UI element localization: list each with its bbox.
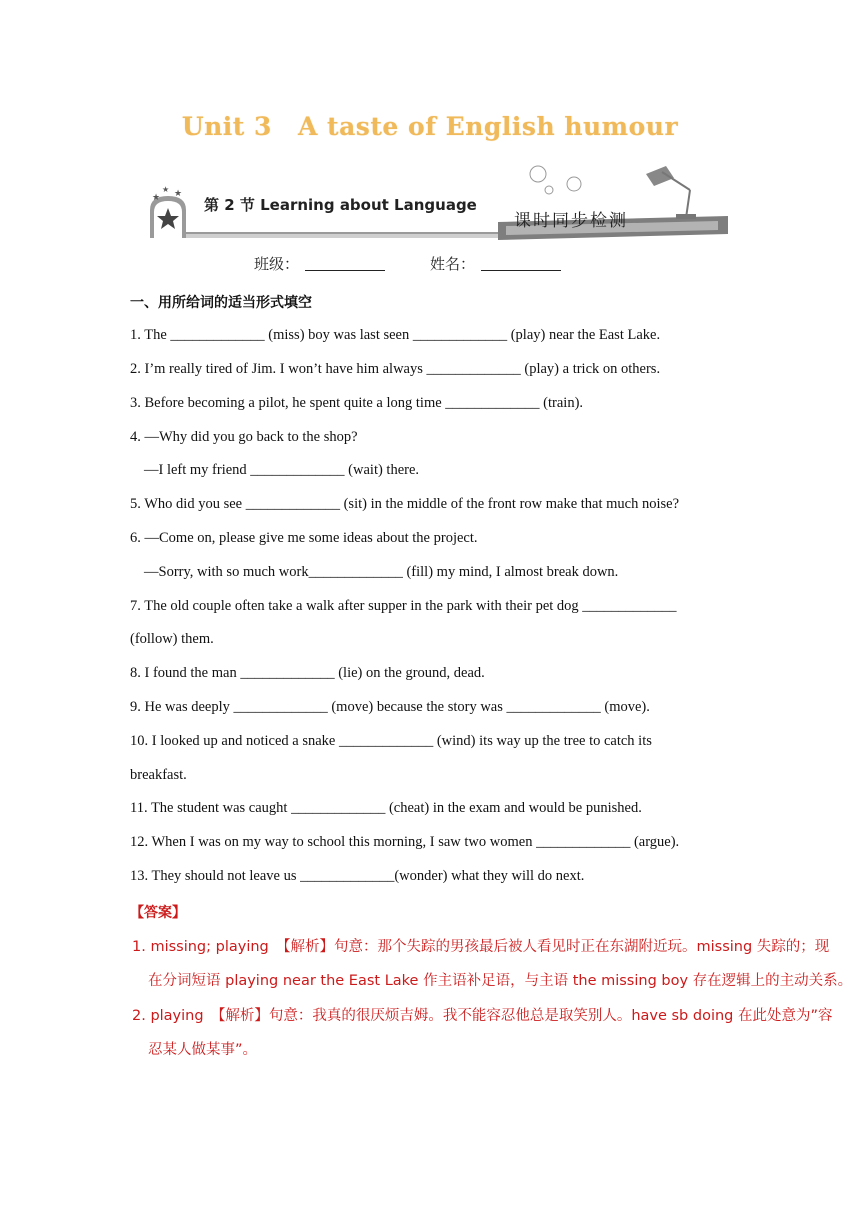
question-line: 7. The old couple often take a walk after supper in the park with their pet dog _____________ bbox=[130, 598, 677, 614]
class-blank bbox=[305, 256, 385, 271]
question-line: 13. They should not leave us _____________(wonder) what they will do next. bbox=[130, 868, 585, 884]
question-line: —Sorry, with so much work_____________ (fill) my mind, I almost break down. bbox=[144, 564, 619, 580]
answer-line: 在分词短语 playing near the East Lake 作主语补足语，与主语 the missing boy 存在逻辑上的主动关系。 bbox=[148, 973, 853, 989]
title-main: A taste of English humour bbox=[297, 112, 679, 141]
question-line: 4. —Why did you go back to the shop? bbox=[130, 429, 358, 445]
question-line: (follow) them. bbox=[130, 631, 214, 647]
answer-line: 1. missing; playing 【解析】句意：那个失踪的男孩最后被人看见时正在东湖附近玩。missing 失踪的；现 bbox=[132, 939, 830, 955]
name-field bbox=[430, 253, 561, 274]
title-unit: Unit 3 bbox=[181, 112, 272, 141]
name-label: 姓名： bbox=[430, 255, 476, 273]
question-line: 2. I’m really tired of Jim. I won’t have him always _____________ (play) a trick on others. bbox=[130, 361, 661, 377]
question-line: 11. The student was caught _____________ (cheat) in the exam and would be punished. bbox=[130, 800, 642, 816]
svg-text:★: ★ bbox=[152, 192, 161, 202]
class-field bbox=[254, 253, 385, 274]
class-label: 班级： bbox=[254, 255, 300, 273]
question-line: 10. I looked up and noticed a snake _____________ (wind) its way up the tree to catch its bbox=[130, 733, 652, 749]
question-line: 12. When I was on my way to school this morning, I saw two women _____________ (argue). bbox=[130, 834, 680, 850]
question-line: 8. I found the man _____________ (lie) on the ground, dead. bbox=[130, 665, 485, 681]
question-line: 3. Before becoming a pilot, he spent quite a long time _____________ (train). bbox=[130, 395, 584, 411]
svg-text:★: ★ bbox=[174, 188, 183, 198]
question-line: —I left my friend _____________ (wait) there. bbox=[144, 462, 420, 478]
section-title: 一、用所给词的适当形式填空 bbox=[130, 295, 312, 311]
answer-line: 2. playing 【解析】句意：我真的很厌烦吉姆。我不能容忍他总是取笑别人。have sb doing 在此处意为”容 bbox=[132, 1008, 833, 1024]
question-line: 5. Who did you see _____________ (sit) in the middle of the front row make that much noise? bbox=[130, 496, 680, 512]
question-line: 6. —Come on, please give me some ideas about the project. bbox=[130, 530, 478, 546]
document-title bbox=[0, 112, 860, 141]
right-label: 课时同步检测 bbox=[514, 211, 628, 231]
svg-text:★: ★ bbox=[162, 185, 170, 194]
name-blank bbox=[481, 256, 561, 271]
section-label: 第 2 节 Learning about Language bbox=[204, 196, 477, 214]
question-line: 1. The _____________ (miss) boy was last seen _____________ (play) near the East Lake. bbox=[130, 327, 661, 343]
question-line: 9. He was deeply _____________ (move) because the story was _____________ (move). bbox=[130, 699, 650, 715]
question-line: breakfast. bbox=[130, 767, 187, 783]
answer-heading: 【答案】 bbox=[130, 905, 186, 921]
section-banner bbox=[146, 160, 728, 242]
answer-line: 忍某人做某事”。 bbox=[148, 1042, 258, 1058]
